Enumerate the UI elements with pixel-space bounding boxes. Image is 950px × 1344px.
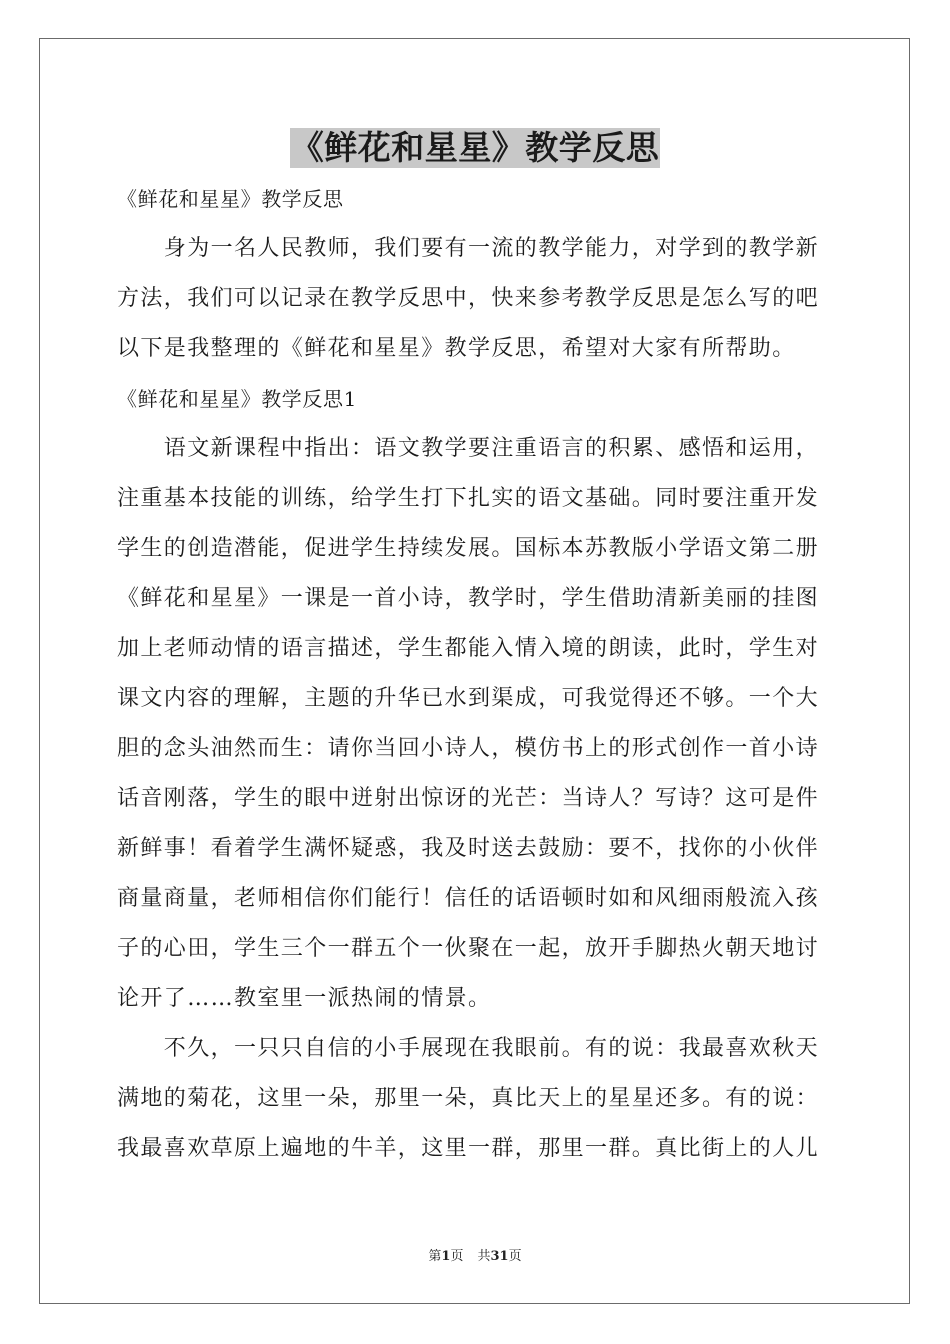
- page-total-suffix: 页: [508, 1249, 522, 1264]
- text-line: 我最喜欢草原上遍地的牛羊，这里一群，那里一群。真比街上的人儿: [117, 1136, 820, 1161]
- section-heading: 《鲜花和星星》教学反思1: [117, 387, 357, 411]
- text-line: 论开了……教室里一派热闹的情景。: [117, 986, 492, 1011]
- text-line: 《鲜花和星星》一课是一首小诗，教学时，学生借助清新美丽的挂图: [117, 586, 820, 611]
- page-total-prefix: 共: [477, 1249, 491, 1264]
- subtitle-line: 《鲜花和星星》教学反思: [117, 187, 344, 211]
- page-total-count: 31: [490, 1249, 509, 1264]
- text-line: 加上老师动情的语言描述，学生都能入情入境的朗读，此时，学生对: [117, 636, 820, 661]
- text-line: 方法，我们可以记录在教学反思中，快来参考教学反思是怎么写的吧: [117, 286, 820, 311]
- text-line: 胆的念头油然而生：请你当回小诗人，模仿书上的形式创作一首小诗: [117, 736, 820, 761]
- page-footer: [0, 1248, 950, 1266]
- page-number-current: 1: [441, 1249, 451, 1264]
- document-body: [117, 180, 833, 1180]
- text-line: 满地的菊花，这里一朵，那里一朵，真比天上的星星还多。有的说：: [117, 1086, 820, 1111]
- text-line: 学生的创造潜能，促进学生持续发展。国标本苏教版小学语文第二册: [117, 536, 820, 561]
- text-line: 课文内容的理解，主题的升华已水到渠成，可我觉得还不够。一个大: [117, 686, 820, 711]
- text-line: 语文新课程中指出：语文教学要注重语言的积累、感悟和运用，: [117, 436, 820, 461]
- text-line: 不久，一只只自信的小手展现在我眼前。有的说：我最喜欢秋天: [117, 1036, 820, 1061]
- text-line: 新鲜事！看着学生满怀疑惑，我及时送去鼓励：要不，找你的小伙伴: [117, 836, 820, 861]
- text-line: 注重基本技能的训练，给学生打下扎实的语文基础。同时要注重开发: [117, 486, 820, 511]
- document-title: 《鲜花和星星》教学反思: [290, 128, 660, 167]
- page-number-prefix: 第: [428, 1249, 442, 1264]
- page-number-suffix: 页: [450, 1249, 464, 1264]
- text-line: 商量商量，老师相信你们能行！信任的话语顿时如和风细雨般流入孩: [117, 886, 820, 911]
- text-line: 以下是我整理的《鲜花和星星》教学反思，希望对大家有所帮助。: [117, 336, 796, 361]
- text-line: 话音刚落，学生的眼中迸射出惊讶的光芒：当诗人？写诗？这可是件: [117, 786, 820, 811]
- text-line: 身为一名人民教师，我们要有一流的教学能力，对学到的教学新: [117, 236, 820, 261]
- title-container: [0, 128, 950, 168]
- text-line: 子的心田，学生三个一群五个一伙聚在一起，放开手脚热火朝天地讨: [117, 936, 820, 961]
